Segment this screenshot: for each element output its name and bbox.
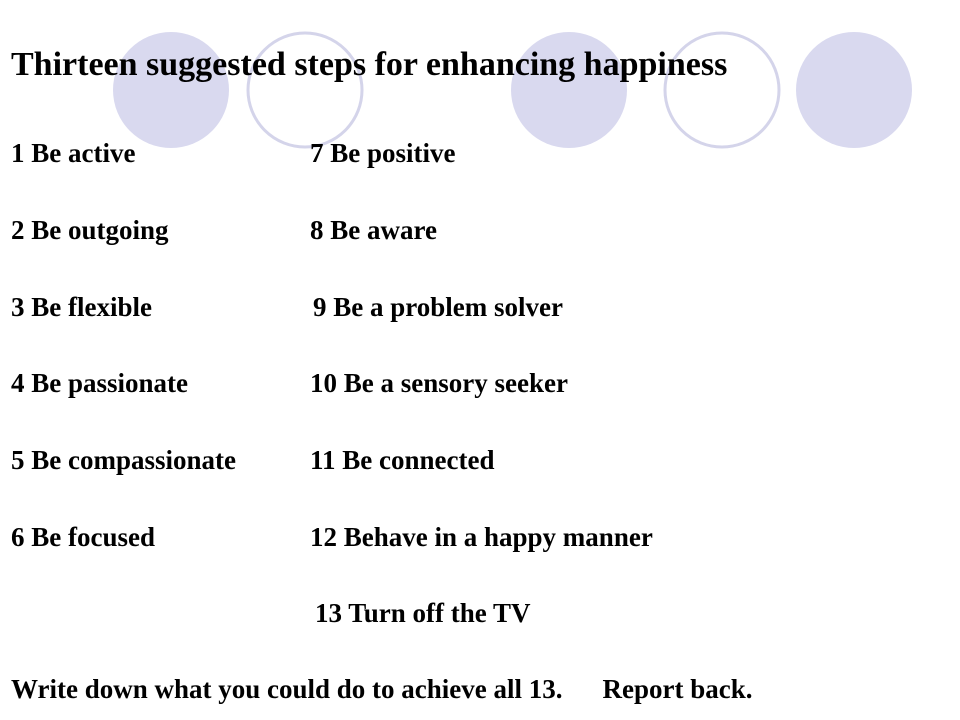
step-item: 13 Turn off the TV	[315, 598, 531, 628]
step-item: 2 Be outgoing	[11, 215, 169, 245]
instruction-text: Write down what you could do to achieve all 13.	[11, 674, 563, 704]
step-item: 6 Be focused	[11, 522, 155, 552]
step-item: 11 Be connected	[310, 445, 495, 475]
step-item: 5 Be compassionate	[11, 445, 236, 475]
step-item: 4 Be passionate	[11, 368, 189, 398]
slide-title: Thirteen suggested steps for enhancing happiness	[11, 46, 728, 83]
step-item: 10 Be a sensory seeker	[310, 368, 568, 398]
step-item: 3 Be flexible	[11, 292, 152, 322]
step-item: 1 Be active	[11, 138, 136, 168]
step-item: 8 Be aware	[310, 215, 437, 245]
footer-instruction	[11, 674, 753, 705]
report-back-text: Report back.	[602, 674, 753, 704]
step-item: 9 Be a problem solver	[313, 292, 563, 322]
step-item: 12 Behave in a happy manner	[310, 522, 653, 552]
step-item: 7 Be positive	[310, 138, 456, 168]
filled-circle	[796, 32, 912, 148]
